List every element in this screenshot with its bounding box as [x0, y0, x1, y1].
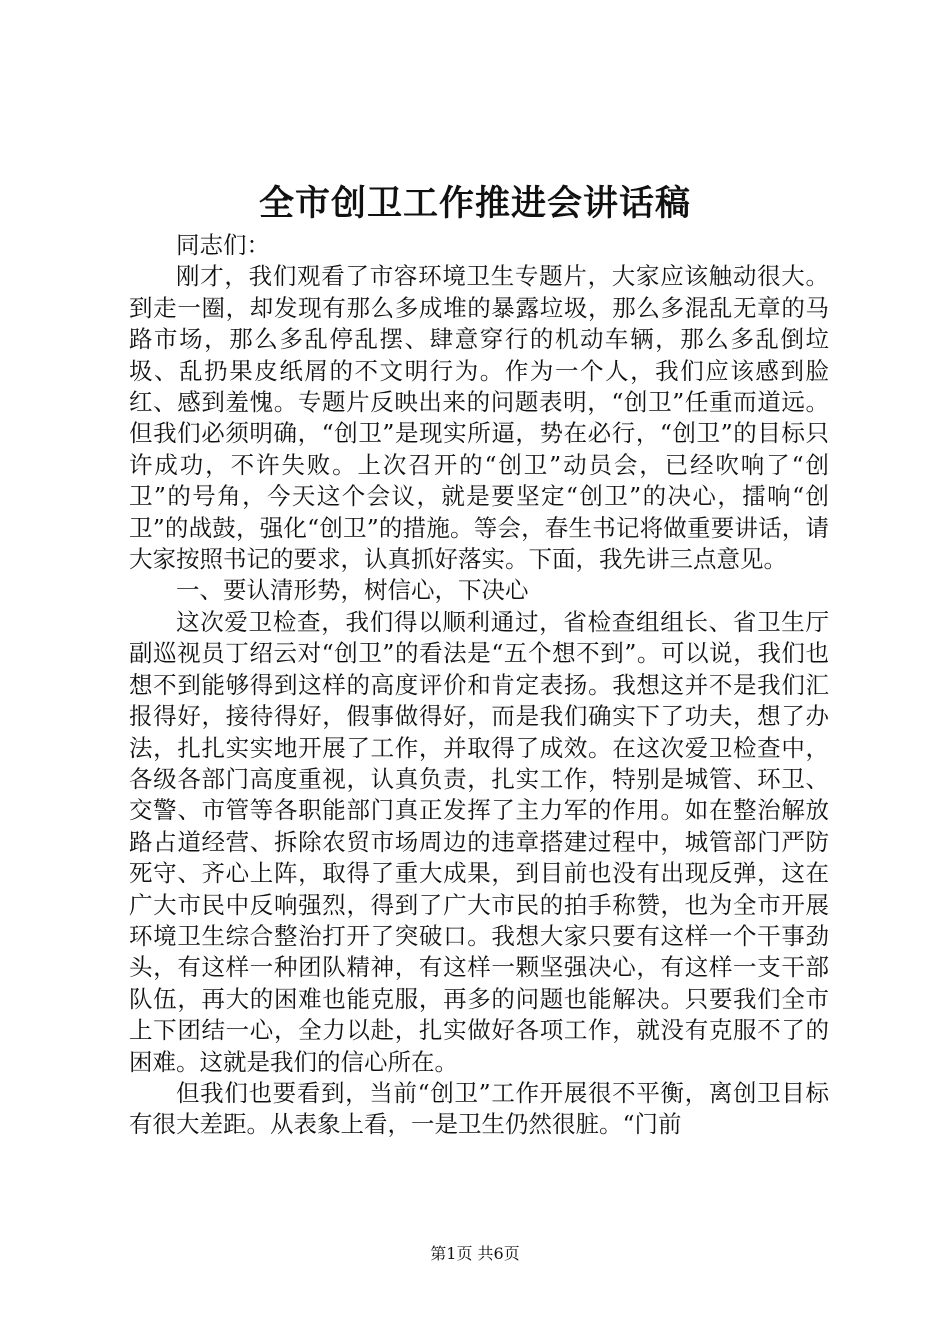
salutation-paragraph: 同志们：	[176, 231, 270, 259]
body-paragraph: 这次爱卫检查，我们得以顺利通过，省检查组组长、省卫生厅副巡视员丁绍云对“创卫”的看法是“五个想不到”。可以说，我们也想不到能够得到这样的高度评价和肯定表扬。我想这并不是我们汇报得好，接待得好，假事做得好，而是我们确实下了功夫，想了办法，扎扎实实地开展了工作，并取得了成效。在这次爱卫检查中，各级各部门高度重视，认真负责，扎实工作，特别是城管、环卫、交警、市管等各职能部门真正发挥了主力军的作用。如在整治解放路占道经营、拆除农贸市场周边的违章搭建过程中，城管部门严防死守、齐心上阵，取得了重大成果，到目前也没有出现反弹，这在广大市民中反响强烈，得到了广大市民的拍手称赞，也为全市开展环境卫生综合整治打开了突破口。我想大家只要有这样一个干事劲头，有这样一种团队精神，有这样一颗坚强决心，有这样一支干部队伍，再大的困难也能克服，再多的问题也能解决。只要我们全市上下团结一心，全力以赴，扎实做好各项工作，就没有克服不了的困难。这就是我们的信心所在。	[129, 607, 829, 1076]
body-paragraph: 但我们也要看到，当前“创卫”工作开展很不平衡，离创卫目标有很大差距。从表象上看，一是卫生仍然很脏。“门前	[129, 1078, 829, 1139]
body-paragraph: 刚才，我们观看了市容环境卫生专题片，大家应该触动很大。到走一圈，却发现有那么多成堆的暴露垃圾，那么多混乱无章的马路市场，那么多乱停乱摆、肆意穿行的机动车辆，那么多乱倒垃圾、乱扔果皮纸屑的不文明行为。作为一个人，我们应该感到脸红、感到羞愧。专题片反映出来的问题表明，“创卫”任重而道远。但我们必须明确，“创卫”是现实所逼，势在必行，“创卫”的目标只许成功，不许失败。上次召开的“创卫”动员会，已经吹响了“创卫”的号角，今天这个会议，就是要坚定“创卫”的决心，擂响“创卫”的战鼓，强化“创卫”的措施。等会，春生书记将做重要讲话，请大家按照书记的要求，认真抓好落实。下面，我先讲三点意见。	[129, 262, 829, 574]
document-body	[129, 230, 829, 1141]
document-title: 全市创卫工作推进会讲话稿	[258, 183, 691, 224]
page-footer: 第1页 共6页	[430, 1244, 520, 1263]
section-heading: 一、要认清形势，树信心，下决心	[176, 576, 529, 605]
